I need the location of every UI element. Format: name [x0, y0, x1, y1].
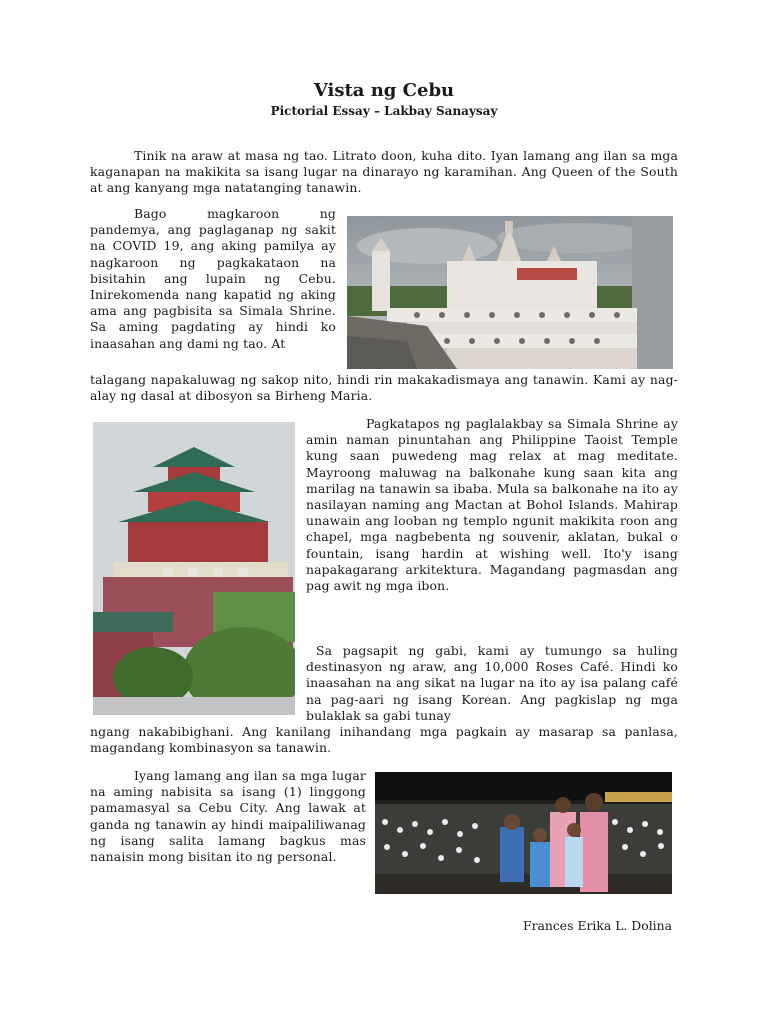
roses-continued: ngang nakabibighani. Ang kanilang inihandang mga pagkain ay masarap sa panlasa, magandang kombinasyon sa tanawin. — [90, 724, 678, 756]
simala-shrine-photo — [347, 216, 673, 369]
intro-paragraph: Tinik na araw at masa ng tao. Litrato doon, kuha dito. Iyan lamang ang ilan sa mga kaganapan na makikita sa isang lugar na dinarayo ng karamihan. Ang Queen of the South at ang kanyang mga natatanging tanawin. — [90, 148, 678, 196]
roses-cafe-photo — [375, 772, 672, 894]
roses-paragraph: Sa pagsapit ng gabi, kami ay tumungo sa huling destinasyon ng araw, ang 10,000 Roses Café. Hindi ko inaasahan na ang sikat na lugar na ito ay isa palang café na pag-aari ng isang Korean. Ang pagkislap ng mga bulaklak sa gabi tunay — [306, 643, 678, 723]
closing-paragraph: Iyang lamang ang ilan sa mga lugar na aming nabisita sa isang (1) linggong pamamasyal sa Cebu City. Ang lawak at ganda ng tanawin ay hindi maipaliliwanag ng isang salita lamang bagkus mas nanaisin mong bisitan ito ng personal. — [90, 768, 366, 865]
author-name: Frances Erika L. Dolina — [522, 918, 672, 933]
taoist-temple-photo — [93, 422, 295, 715]
page-title: Vista ng Cebu — [313, 80, 455, 101]
simala-paragraph: Bago magkaroon ng pandemya, ang paglaganap ng sakit na COVID 19, ang aking pamilya ay nagkaroon ng pagkakataon na bisitahin ang lupain ng Cebu. Inirekomenda nang kapatid ng aking ama ang pagbisita sa Simala Shrine. Sa aming pagdating ay hindi ko inaasahan ang dami ng tao. At — [90, 206, 336, 351]
page-subtitle: Pictorial Essay – Lakbay Sanaysay — [270, 104, 498, 118]
simala-continued: talagang napakaluwag ng sakop nito, hindi rin makakadismaya ang tanawin. Kami ay nag-alay ng dasal at dibosyon sa Birheng Maria. — [90, 372, 678, 404]
taoist-paragraph: Pagkatapos ng paglalakbay sa Simala Shrine ay amin naman pinuntahan ang Philippine Taoist Temple kung saan puwedeng mag relax at mag meditate. Mayroong maluwag na balkonahe kung saan kita ang marilag na tanawin sa ibaba. Mula sa balkonahe na ito ay nasilayan naming ang Mactan at Bohol Islands. Mahirap unawain ang looban ng templo ngunit makikita roon ang chapel, mga nagbebenta ng souvenir, aklatan, bukal o fountain, isang hardin at wishing well. Ito'y isang napakagarang arkitektura. Magandang pagmasdan ang pag awit ng mga ibon. — [306, 416, 678, 594]
